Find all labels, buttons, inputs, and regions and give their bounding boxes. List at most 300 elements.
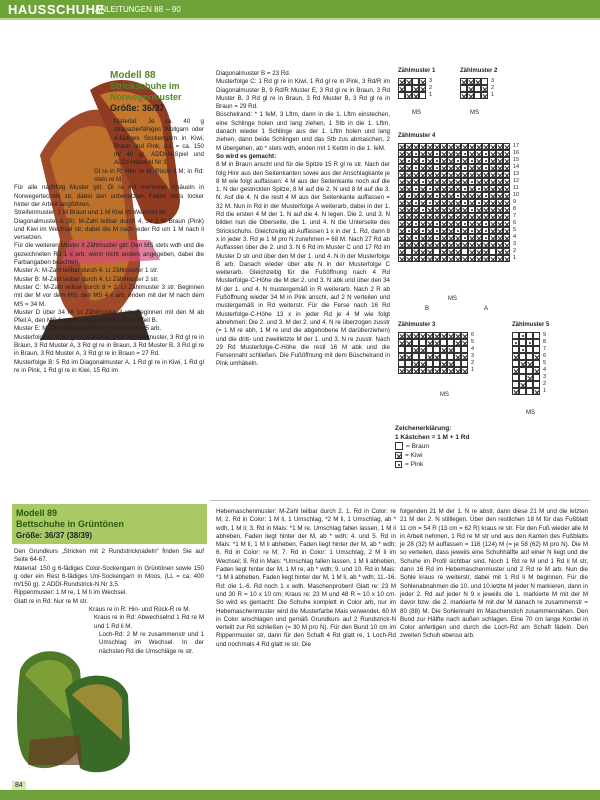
chart-cell [419,360,426,367]
chart-row-number: 3 [543,374,547,380]
chart-cell [398,185,405,192]
chart-cell [447,178,454,185]
chart-cell [526,374,533,381]
footer-bar [0,790,600,800]
chart-cell [468,234,475,241]
model-89-title: Modell 89 Bettschuhe in Grüntönen [16,508,124,529]
chart-cell [496,192,503,199]
chart-cell [447,339,454,346]
chart-cell [475,213,482,220]
chart-cell [489,150,496,157]
chart-1-ms: MS [412,110,421,116]
model-88-title: Modell 88 Strickschuhe im Norwegermuster [110,70,182,102]
chart-1-label: Zählmuster 1 [398,68,436,74]
chart-cell [533,388,540,395]
chart-cell [398,143,405,150]
chart-cell [398,192,405,199]
chart-cell [454,213,461,220]
chart-cell [526,339,533,346]
chart-cell [475,171,482,178]
chart-cell [419,339,426,346]
chart-cell [447,255,454,262]
chart-2-label: Zählmuster 2 [460,68,498,74]
chart-cell [454,367,461,374]
chart-row-number: 5 [513,227,517,233]
chart-cell [412,234,419,241]
chart-cell [454,178,461,185]
chart-cell [503,157,510,164]
chart-cell [512,332,519,339]
chart-cell [440,143,447,150]
chart-cell [533,339,540,346]
chart-row-number: 1 [471,367,475,373]
chart-cell [503,185,510,192]
chart-cell [447,346,454,353]
chart-cell [398,241,405,248]
chart-cell [412,220,419,227]
section-divider [210,500,590,501]
chart-cell [412,255,419,262]
chart-cell [526,332,533,339]
chart-cell [412,227,419,234]
chart-cell [512,388,519,395]
chart-cell [468,199,475,206]
chart-cell [405,85,412,92]
chart-cell [398,171,405,178]
chart-cell [419,185,426,192]
chart-cell [533,374,540,381]
chart-cell [426,234,433,241]
chart-cell [433,241,440,248]
chart-cell [503,248,510,255]
chart-cell [419,192,426,199]
chart-cell [454,199,461,206]
chart-cell [419,178,426,185]
chart-cell [489,178,496,185]
chart-row-number: 3 [513,241,517,247]
chart-cell [398,213,405,220]
chart-cell [482,234,489,241]
chart-cell [433,234,440,241]
chart-cell [482,199,489,206]
chart-cell [412,332,419,339]
chart-cell [405,171,412,178]
chart-cell [496,178,503,185]
chart-cell [461,346,468,353]
chart-cell [496,164,503,171]
chart-cell [461,171,468,178]
chart-cell [489,199,496,206]
chart-cell [468,178,475,185]
chart-cell [447,143,454,150]
chart-cell [489,248,496,255]
chart-cell [419,206,426,213]
chart-cell [526,346,533,353]
chart-4-label: Zählmuster 4 [398,133,436,139]
chart-cell [440,353,447,360]
chart-cell [412,367,419,374]
chart-cell [447,192,454,199]
chart-cell [503,234,510,241]
chart-cell [405,92,412,99]
chart-cell [426,178,433,185]
chart-cell [468,255,475,262]
chart-cell [475,255,482,262]
chart-cell [519,360,526,367]
chart-4-arrow-b: B [425,306,430,312]
chart-cell [447,171,454,178]
chart-row-number: 4 [471,346,475,352]
chart-cell [412,199,419,206]
chart-cell [398,92,405,99]
chart-cell [475,248,482,255]
chart-cell [496,171,503,178]
chart-cell [405,199,412,206]
chart-cell [454,234,461,241]
chart-row-number: 1 [513,255,517,261]
chart-cell [454,150,461,157]
chart-cell [461,227,468,234]
chart-cell [461,339,468,346]
chart-cell [496,234,503,241]
chart-cell [461,220,468,227]
chart-cell [482,164,489,171]
chart-cell [405,248,412,255]
chart-cell [503,213,510,220]
chart-4-ms: MS [448,296,457,302]
chart-cell [468,220,475,227]
chart-cell [503,192,510,199]
chart-cell [412,171,419,178]
chart-cell [433,213,440,220]
legend-braun: = Braun [395,442,585,451]
chart-row-number: 2 [491,85,495,91]
chart-cell [433,185,440,192]
chart-cell [398,339,405,346]
chart-row-number: 11 [513,185,519,191]
chart-cell [398,234,405,241]
chart-cell [447,199,454,206]
chart-cell [533,353,540,360]
chart-cell [419,255,426,262]
chart-cell [419,241,426,248]
chart-cell [405,192,412,199]
chart-cell [468,241,475,248]
chart-cell [447,220,454,227]
chart-row-number: 2 [429,85,433,91]
chart-cell [467,92,474,99]
chart-cell [461,150,468,157]
chart-cell [398,164,405,171]
chart-cell [419,346,426,353]
chart-cell [496,227,503,234]
model-89-instructions-cont: Hebemaschenmuster: M-Zahl teilbar durch 2. 1. Rd in Color: re M; 2. Rd in Color: 1 M li, 1 Umschlag, *2 M li, 1 Umschlag, ab * wdh, 1 M li; 3. Rd in Mais: *1 M re, Umschlag fallen lassen, 1 M li abheben, Faden liegt hinter der M, ab * wdh; 4. und 5. Rd in Mais: *1 M li, 1 M li abheben, Faden liegt hinter der M, ab * wdh; 6. Rd in Color: re M; 7. Rd in Color: 1 Umschlag, 2 M li im Wechsel; 8. Rd in Mais: *Umschlag fallen lassen, 1 M li abheben, Faden liegt hinter der M, 1 M re, ab * wdh; 9. und 10. Rd in Mais: *1 M li abheben, Faden liegt hinter der M, 1 M li, ab * wdh; 11.-16. Rd: die 1.-6. Rd noch 1 x wdh. Maschenproben! Glatt re: 23 M und 30 R = 10 x 10 cm; Kraus re: 23 M und 48 R = 10 x 10 cm. So wird es gemacht: Die Schuhe komplett in Color arb, nur im Hebemaschenmuster wird die Musterfarbe Mais verwendet. 60 M in Color anschlagen und gemäß Grundkurs auf 2 Rundstrick-N verteilt zur Rd schließen (= 30 M pro N). Für den Bund 10 cm im Rippenmuster str, dann für den Schaft 4 Rd glatt re, 1 Loch-Rd und nochmals 4 Rd glatt re str. Die [216,508,396,648]
chart-cell [512,339,519,346]
chart-cell [433,199,440,206]
chart-row-number: 16 [513,150,520,156]
chart-cell [405,241,412,248]
chart-cell [440,332,447,339]
chart-cell [474,85,481,92]
chart-cell [405,178,412,185]
chart-cell [468,185,475,192]
chart-cell [512,346,519,353]
chart-cell [468,164,475,171]
chart-cell [475,227,482,234]
chart-cell [426,199,433,206]
chart-cell [412,164,419,171]
chart-cell [475,206,482,213]
watermark: PassionForum.ru [470,780,545,790]
chart-row-number: 13 [513,171,520,177]
chart-row-number: 9 [543,332,547,338]
chart-cell [447,213,454,220]
chart-cell [489,213,496,220]
chart-row-number: 17 [513,143,520,149]
chart-cell [433,367,440,374]
chart-cell [481,78,488,85]
chart-cell [519,353,526,360]
chart-cell [489,185,496,192]
chart-cell [419,248,426,255]
chart-cell [426,332,433,339]
chart-cell [454,164,461,171]
chart-cell [398,346,405,353]
chart-cell [447,360,454,367]
model-88-size: Größe: 36/37 [110,103,165,113]
chart-cell [489,255,496,262]
chart-cell [426,339,433,346]
chart-cell [405,346,412,353]
chart-cell [503,143,510,150]
chart-cell [440,150,447,157]
chart-cell [419,220,426,227]
chart-cell [426,157,433,164]
chart-cell [426,255,433,262]
slipper-photo-model-89 [10,640,140,780]
chart-cell [489,143,496,150]
section-title: HAUSSCHUHE [8,2,105,17]
chart-cell [398,353,405,360]
chart-cell [412,92,419,99]
chart-cell [398,255,405,262]
chart-cell [433,332,440,339]
chart-cell [419,150,426,157]
chart-cell [405,78,412,85]
chart-cell [482,171,489,178]
chart-cell [512,374,519,381]
chart-cell [419,367,426,374]
chart-cell [398,150,405,157]
chart-cell [447,157,454,164]
chart-cell [482,157,489,164]
legend: Zeichenerklärung: 1 Kästchen = 1 M + 1 Rd = Braun = Kiwi = Pink [395,424,585,469]
chart-cell [482,241,489,248]
chart-cell [405,353,412,360]
chart-cell [412,150,419,157]
chart-cell [433,157,440,164]
chart-cell [454,220,461,227]
chart-cell [468,213,475,220]
chart-cell [519,367,526,374]
chart-cell [503,227,510,234]
chart-cell [526,353,533,360]
chart-cell [419,234,426,241]
chart-cell [447,206,454,213]
chart-cell [461,143,468,150]
chart-cell [482,255,489,262]
chart-cell [440,255,447,262]
chart-cell [440,241,447,248]
chart-cell [398,332,405,339]
chart-row-number: 7 [513,213,517,219]
chart-cell [496,241,503,248]
chart-cell [503,150,510,157]
chart-cell [405,143,412,150]
chart-cell [454,346,461,353]
chart-cell [503,206,510,213]
chart-cell [412,346,419,353]
chart-cell [433,248,440,255]
chart-cell [433,220,440,227]
chart-cell [533,367,540,374]
chart-row-number: 15 [513,157,520,163]
chart-cell [496,255,503,262]
chart-cell [426,367,433,374]
chart-cell [461,213,468,220]
chart-cell [419,143,426,150]
chart-cell [426,143,433,150]
chart-row-number: 4 [543,367,547,373]
chart-cell [419,85,426,92]
chart-cell [426,241,433,248]
chart-cell [433,164,440,171]
chart-cell [398,227,405,234]
chart-row-number: 5 [543,360,547,366]
chart-cell [512,367,519,374]
chart-cell [489,206,496,213]
chart-cell [489,192,496,199]
chart-cell [405,227,412,234]
chart-cell [447,164,454,171]
chart-cell [426,171,433,178]
chart-cell [398,360,405,367]
chart-cell [496,150,503,157]
chart-cell [419,213,426,220]
chart-cell [519,374,526,381]
chart-cell [461,241,468,248]
chart-cell [447,248,454,255]
chart-cell [440,157,447,164]
chart-cell [454,227,461,234]
chart-cell [468,143,475,150]
chart-cell [503,255,510,262]
chart-cell [405,360,412,367]
chart-cell [412,185,419,192]
chart-row-number: 2 [513,248,517,254]
chart-cell [496,206,503,213]
chart-cell [461,164,468,171]
chart-cell [398,248,405,255]
chart-cell [461,360,468,367]
chart-cell [475,192,482,199]
chart-cell [405,185,412,192]
chart-cell [412,206,419,213]
chart-cell [512,360,519,367]
chart-cell [454,171,461,178]
chart-cell [419,332,426,339]
chart-cell [433,339,440,346]
chart-cell [412,178,419,185]
chart-cell [454,192,461,199]
chart-cell [426,192,433,199]
chart-cell [398,157,405,164]
chart-cell [474,92,481,99]
chart-row-number: 1 [429,92,433,98]
legend-kiwi: = Kiwi [395,451,585,460]
chart-cell [440,192,447,199]
chart-cell [412,353,419,360]
chart-cell [447,332,454,339]
chart-cell [475,157,482,164]
chart-cell [405,150,412,157]
chart-cell [533,332,540,339]
chart-cell [503,220,510,227]
chart-cell [419,353,426,360]
chart-cell [405,213,412,220]
chart-cell [467,85,474,92]
chart-cell [503,199,510,206]
chart-row-number: 1 [543,388,547,394]
chart-cell [426,227,433,234]
chart-row-number: 2 [471,360,475,366]
chart-cell [454,360,461,367]
chart-cell [433,360,440,367]
chart-row-number: 7 [543,346,547,352]
chart-cell [440,164,447,171]
chart-cell [440,248,447,255]
chart-cell [433,353,440,360]
chart-cell [405,206,412,213]
chart-cell [426,150,433,157]
chart-cell [503,171,510,178]
chart-cell [433,346,440,353]
chart-row-number: 1 [491,92,495,98]
chart-cell [426,206,433,213]
chart-cell [454,157,461,164]
chart-cell [398,178,405,185]
chart-cell [440,360,447,367]
chart-cell [496,213,503,220]
chart-cell [482,206,489,213]
chart-cell [454,255,461,262]
chart-cell [440,367,447,374]
chart-cell [440,339,447,346]
chart-cell [412,143,419,150]
chart-5-label: Zählmuster 5 [512,322,550,328]
chart-cell [433,150,440,157]
chart-cell [489,171,496,178]
chart-cell [461,255,468,262]
chart-cell [447,367,454,374]
chart-cell [405,157,412,164]
chart-cell [503,164,510,171]
chart-cell [533,346,540,353]
chart-row-number: 6 [471,332,475,338]
chart-cell [454,143,461,150]
chart-cell [454,353,461,360]
chart-cell [454,332,461,339]
